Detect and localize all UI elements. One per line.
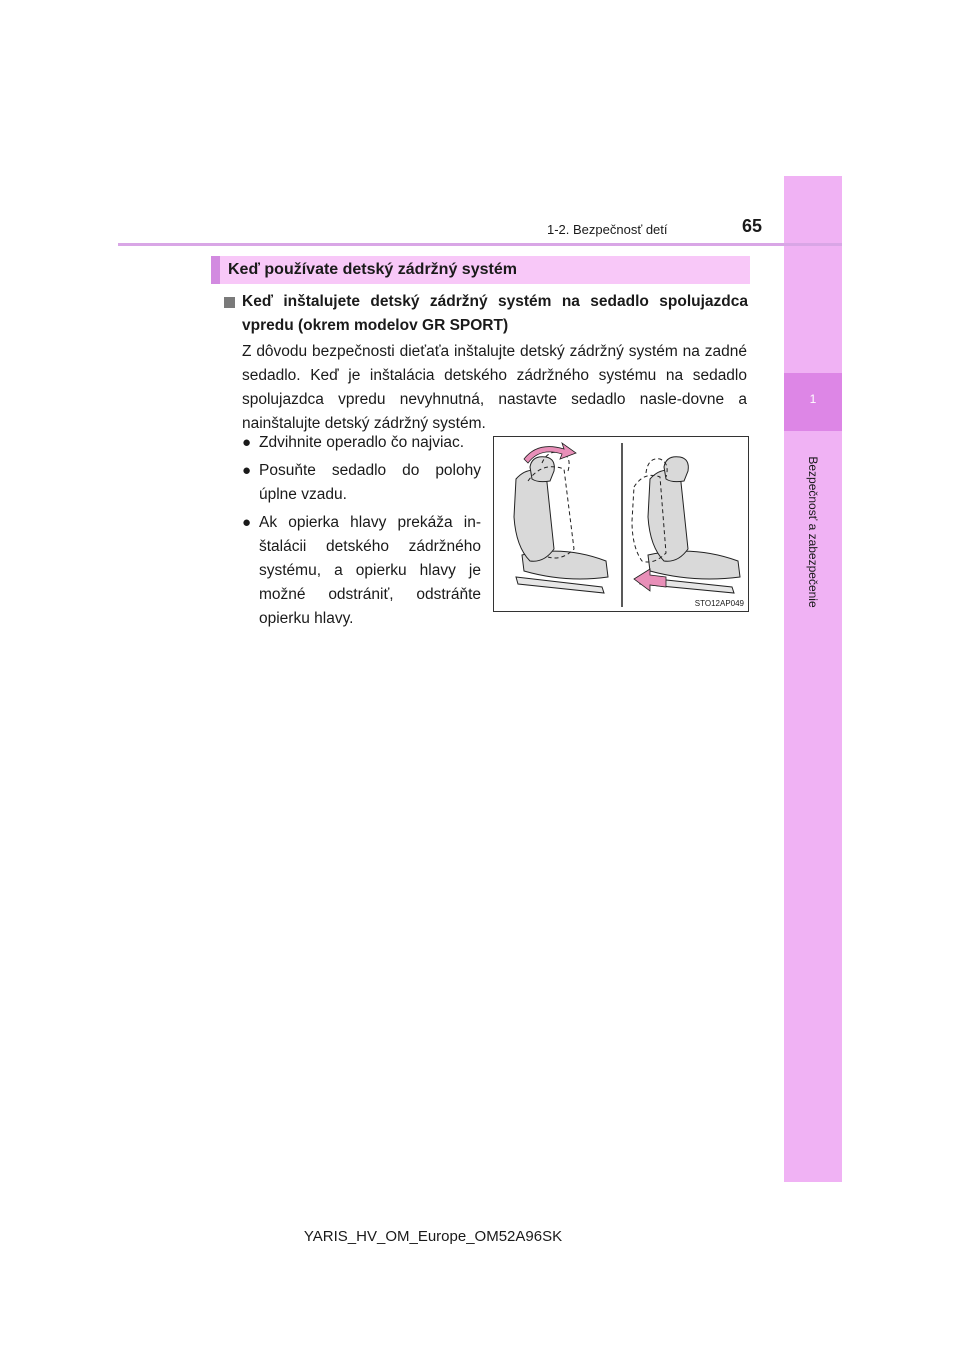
list-item — [242, 431, 481, 455]
list-item — [242, 511, 481, 631]
page-number: 65 — [742, 216, 763, 236]
bullet-dot-icon: ● — [242, 462, 252, 479]
side-tab — [784, 176, 842, 1182]
header-rule — [118, 243, 842, 246]
section-title: Keď používate detský zádržný systém — [228, 261, 517, 278]
list-item-text: Zdvihnite operadlo čo najviac. — [259, 434, 465, 451]
figure-code: STO12AP049 — [694, 599, 744, 608]
section-header — [211, 256, 750, 284]
list-item-text: Posuňte sedadlo do polohy úplne vzadu. — [259, 462, 481, 503]
bullet-dot-icon: ● — [242, 434, 252, 451]
list-item-text: Ak opierka hlavy prekáža in-štalácii detského zádržného systému, a opierku hlavy je možné odstrániť, odstráňte opierku hlavy. — [259, 514, 481, 627]
seat-illustration — [493, 436, 749, 612]
square-bullet-icon — [224, 297, 235, 308]
side-tab-number: 1 — [809, 392, 817, 406]
list-item — [242, 459, 481, 507]
subheading-text: Keď inštalujete detský zádržný systém na sedadlo spolujazdca vpredu (okrem modelov GR SPORT) — [242, 293, 748, 334]
chapter-title: 1-2. Bezpečnosť detí — [547, 222, 668, 237]
side-tab-label: Bezpečnosť a zabezpečenie — [806, 456, 820, 608]
bullet-dot-icon: ● — [242, 514, 252, 531]
bullet-list — [242, 431, 481, 635]
seat-adjustment-drawing — [494, 437, 748, 611]
body-paragraph: Z dôvodu bezpečnosti dieťaťa inštalujte detský zádržný systém na zadné sedadlo. Keď je inštalácia detského zádržného systému na sedadlo spolujazdca vpredu nevyhnutná, nastavte sedadlo nasle-dovne a nainštalujte detský zádržný systém. — [242, 343, 747, 432]
subheading — [224, 290, 748, 338]
footer-doc-id: YARIS_HV_OM_Europe_OM52A96SK — [303, 1228, 563, 1245]
